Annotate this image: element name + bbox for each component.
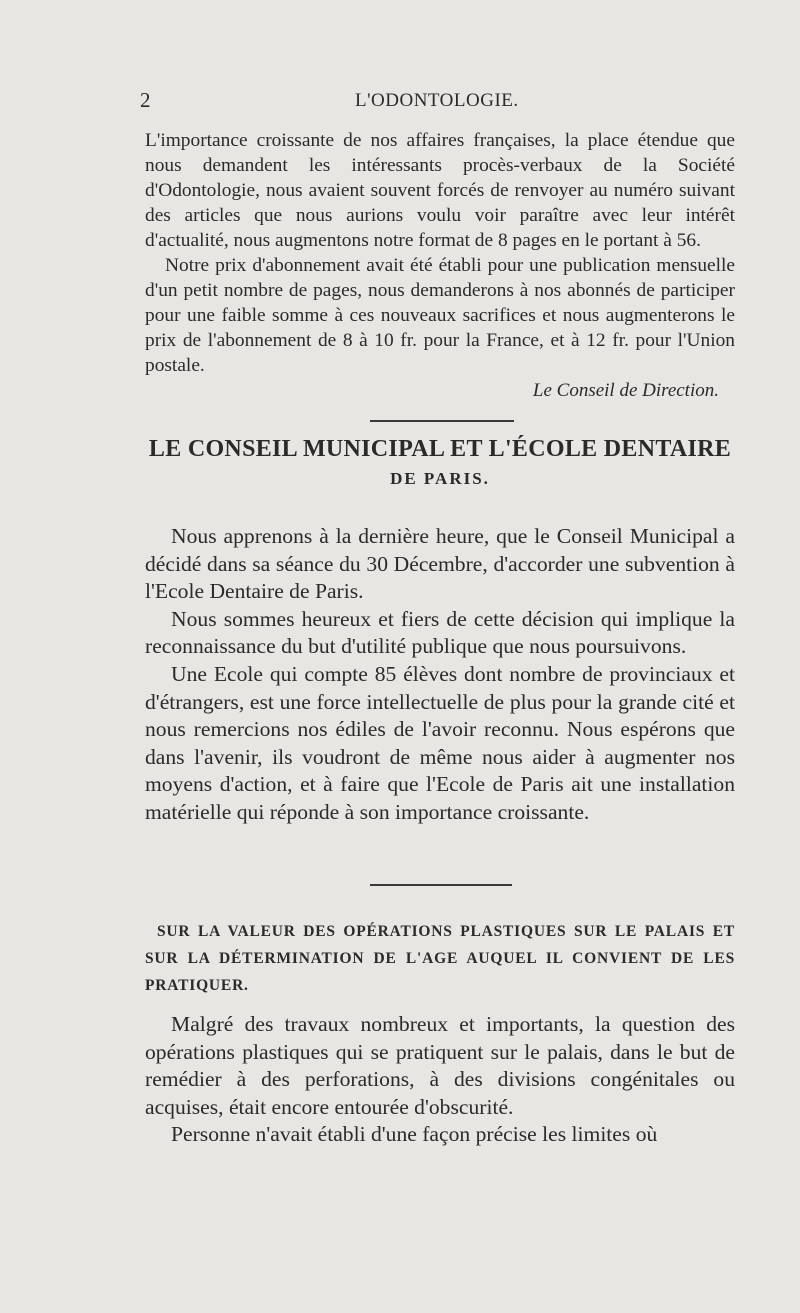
second-article-body (145, 1011, 735, 1149)
section-divider (370, 884, 512, 886)
second-article-paragraph-2: Personne n'avait établi d'une façon précise les limites où (171, 1122, 658, 1147)
section-divider (370, 420, 514, 422)
article-paragraph-1: Nous apprenons à la dernière heure, que le Conseil Municipal a décidé dans sa séance du 30 Décembre, d'accorder une subvention à l'Ecole Dentaire de Paris. (145, 524, 735, 604)
intro-paragraph-1: L'importance croissante de nos affaires françaises, la place étendue que nous demandent les intéressants procès-verbaux de la Société d'Odontologie, nous avaient souvent forcés de renvoyer au numéro suivant des articles que nous aurions voulu voir paraître avec leur intérêt d'actualité, nous augmentons notre format de 8 pages en le portant à 56. (145, 130, 735, 251)
article-paragraph-2: Nous sommes heureux et fiers de cette décision qui implique la reconnaissance du but d'utilité publique que nous poursuivons. (145, 606, 735, 659)
signature: Le Conseil de Direction. (532, 380, 719, 401)
intro-notice (145, 128, 735, 403)
page-number: 2 (140, 88, 151, 112)
article-subtitle: DE PARIS. (390, 469, 490, 488)
article-paragraph-3: Une Ecole qui compte 85 élèves dont nombre de provinciaux et d'étrangers, est une force intellectuelle de plus pour la grande cité et nous remercions nos édiles de l'avoir reconnu. Nous espérons que dans l'avenir, ils voudront de même nous aider à augmenter nos moyens d'action, et à faire que l'Ecole de Paris ait une installation matérielle qui réponde à son importance croissante. (145, 661, 735, 824)
second-article-title: SUR LA VALEUR DES OPÉRATIONS PLASTIQUES SUR LE PALAIS ET SUR LA DÉTERMINATION DE L'AGE AUQUEL IL CONVIENT DE LES PRATIQUER. (145, 923, 735, 994)
running-title: L'ODONTOLOGIE. (355, 90, 519, 111)
article-body (145, 523, 735, 827)
second-article-paragraph-1: Malgré des travaux nombreux et importants, la question des opérations plastiques qui se pratiquent sur le palais, dans le but de remédier à des perforations, à des divisions congénitales ou acquises, était encore entourée d'obscurité. (145, 1012, 735, 1119)
article-title: LE CONSEIL MUNICIPAL ET L'ÉCOLE DENTAIRE (148, 436, 732, 462)
page-header (140, 88, 735, 116)
intro-paragraph-2: Notre prix d'abonnement avait été établi pour une publication mensuelle d'un petit nombre de pages, nous demanderons à nos abonnés de participer pour une faible somme à ces nouveaux sacrifices et nous augmenterons le prix de l'abonnement de 8 à 10 fr. pour la France, et à 12 fr. pour l'Union postale. (145, 255, 735, 376)
